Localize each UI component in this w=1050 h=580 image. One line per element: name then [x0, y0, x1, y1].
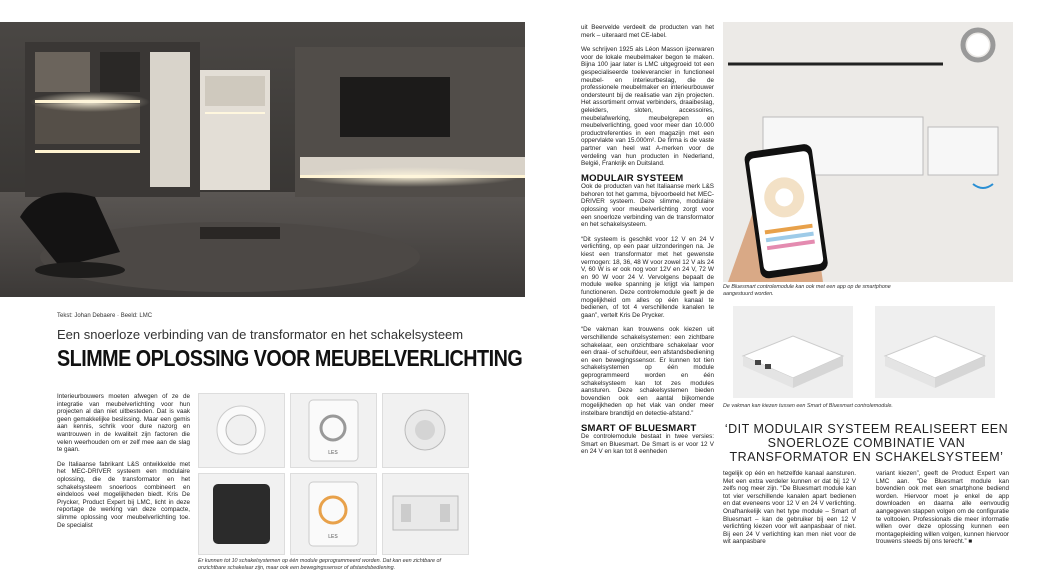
intro-paragraph: De Italiaanse fabrikant L&S ontwikkelde met het MEC-DRIVER systeem een modulaire oplossing, die de transformator en het schakelsysteem snoerloos combineert en eindeloos veel mogelijkheden biedt. Kris De Prycker, Product Expert bij LMC, licht in deze reportage de werking van deze compacte, slimme oplossing voor meubelverlichting toe. De specialist — [57, 460, 190, 529]
intro-column — [57, 393, 190, 536]
bluesmart-module-photo — [875, 306, 995, 398]
intro-paragraph: Interieurbouwers moeten afwegen of ze de integratie van meubelverlichting voor hun projecten al dan niet uitbesteden. Dat is vaak geen gemakkelijke beslissing. Maar een gemis aan kennis, schrik voor dure nazorg en wantrouwen in de kwaliteit zijn factoren die velen weerhouden om er zelf mee aan de slag te gaan. — [57, 393, 190, 454]
bottom-column-2 — [876, 470, 1009, 546]
app-caption: De Bluesmart controlemodule kan ook met een app op de smartphone aangestuurd worden. — [723, 284, 891, 297]
article-subtitle: Een snoerloze verbinding van de transformator en het schakelsysteem — [57, 327, 464, 342]
product-color-dimmer — [290, 473, 377, 555]
product-black-switch — [198, 473, 285, 555]
les-logo-text: LES — [328, 534, 338, 540]
body-paragraph: “De vakman kan trouwens ook kiezen uit verschillende schakelsystemen: een zichtbare schakelaar, een onzichtbare schakelaar voor een draai- of schuifdeur, een afstandsbediening en een bewegingssensor. Er kunnen tot tien schakelsystemen op één module geprogrammeerd worden en één schakelsysteem kan tot zes modules aansturen. Deze schakelsystemen bieden bovendien ook een aantal bijkomende mogelijkheden op het vlak van onder meer instelbare brandtijd en detectie-afstand.” — [581, 326, 714, 417]
interior-photo — [0, 22, 525, 297]
section-heading: SMART OF BLUESMART — [581, 422, 697, 434]
body-paragraph: De controlemodule bestaat in twee versies: Smart en Bluesmart. De Smart is er voor 12 V en 24 V en kan tot 8 eenheden — [581, 433, 714, 456]
product-remote-mount — [382, 473, 469, 555]
section-heading: MODULAIR SYSTEEM — [581, 172, 684, 184]
body-paragraph: “Dit systeem is geschikt voor 12 V en 24 V verlichting, op een paar uitzonderingen na. Je kiest een transformator met het gewenste vermogen: 18, 36, 48 W voor zowel 12 V als 24 V, 60 W is er ook nog voor 12V en 24 V, 72 W en 90 W voor 24 V. Vervolgens bepaalt de module welke spanning je krijgt via lampen functioneren. Deze controlemodule geeft je de mogelijkheid om alles op één kanaal te bedienen, of tot 4 verschillende kanalen te gaan”, vertelt Kris De Prycker. — [581, 235, 714, 319]
smartphone-app-photo — [723, 22, 1013, 282]
smart-module-photo — [733, 306, 853, 398]
middle-column — [581, 24, 714, 463]
modules-caption: De vakman kan kiezen tussen een Smart of Bluesmart controlemodule. — [723, 403, 893, 409]
pull-quote: ‘DIT MODULAIR SYSTEEM REALISEERT EEN SNOERLOZE COMBINATIE VAN TRANSFORMATOR EN SCHAKELSYSTEEM’ — [724, 422, 1009, 464]
product-round-switch — [198, 393, 285, 468]
article-title: SLIMME OPLOSSING VOOR MEUBELVERLICHTING — [57, 345, 523, 371]
end-mark: ■ — [968, 538, 973, 546]
body-paragraph: uit Beervelde verdeelt de producten van het merk – uiteraard met CE-label. — [581, 24, 714, 39]
product-touch-dimmer-white — [290, 393, 377, 468]
byline: Tekst: Johan Debaere · Beeld: LMC — [57, 313, 153, 319]
bottom-column-1: tegelijk op één en hetzelfde kanaal aansturen. Met een extra verdeler kunnen er dat bij 12 V zelfs nog meer zijn. “De Bluesmart module kan tot vier verschillende kanalen apart bedienen en dat eveneens voor 12 V en 24 V verlichting. Onafhankelijk van het type module – Smart of Bluesmart – kan de gebruiker bij een 12 V verlichting kiezen voor wit aanpasbaar of niet. Bij een 24 V verlichting kan men niet voor de wit aanpasbare — [723, 470, 856, 546]
body-paragraph: We schrijven 1925 als Léon Masson ijzerwaren voor de lokale meubelmaker begon te maken. Bijna 100 jaar later is LMC uitgegroeid tot een gespecialiseerde toeleverancier in functioneel meubel- en interieurbeslag, die de professionele meubelmaker en interieurbouwer ondersteunt bij de realisatie van zijn projecten. Het assortiment omvat verbinders, draaibeslag, geleiders, sloten, accessoires, meubelafwerking, meubelgrepen en meubelverlichting, goed voor meer dan 10.000 productreferenties in een magazijn met een oppervlakte van 15.000m². De firma is de vaste partner van heel wat A-merken voor de verdeling van hun producten in Nederland, België, Frankrijk en Duitsland. — [581, 46, 714, 168]
bottom-column-2-text: variant kiezen”, geeft de Product Expert van LMC aan. “De Bluesmart module kan bovendien ook met een smartphone bediend worden. Hiervoor moet je enkel de app downloaden en daarna alle eenvoudig aangegeven stappen volgen om de configuratie te voltooien. Professionals die meer informatie willen over deze oplossing kunnen een montagepleiding willen volgen, kunnen hiervoor trouwens steeds bij ons terecht.” — [876, 470, 1009, 546]
product-motion-sensor — [382, 393, 469, 468]
body-paragraph: Ook de producten van het Italiaanse merk L&S behoren tot het gamma, bijvoorbeeld het MEC-DRIVER systeem. Deze slimme, modulaire oplossing voor meubelverlichting zorgt voor een snoerloze verbinding van de transformator en het schakelsysteem. — [581, 183, 714, 229]
products-caption: Er kunnen tot 10 schakelsystemen op één module geprogrammeerd worden. Dat kan een zichtbare of onzichtbare schakelaar zijn, maar ook een bewegingssensor of afstandsbediening. — [198, 558, 442, 571]
les-logo-text: LES — [328, 450, 338, 456]
